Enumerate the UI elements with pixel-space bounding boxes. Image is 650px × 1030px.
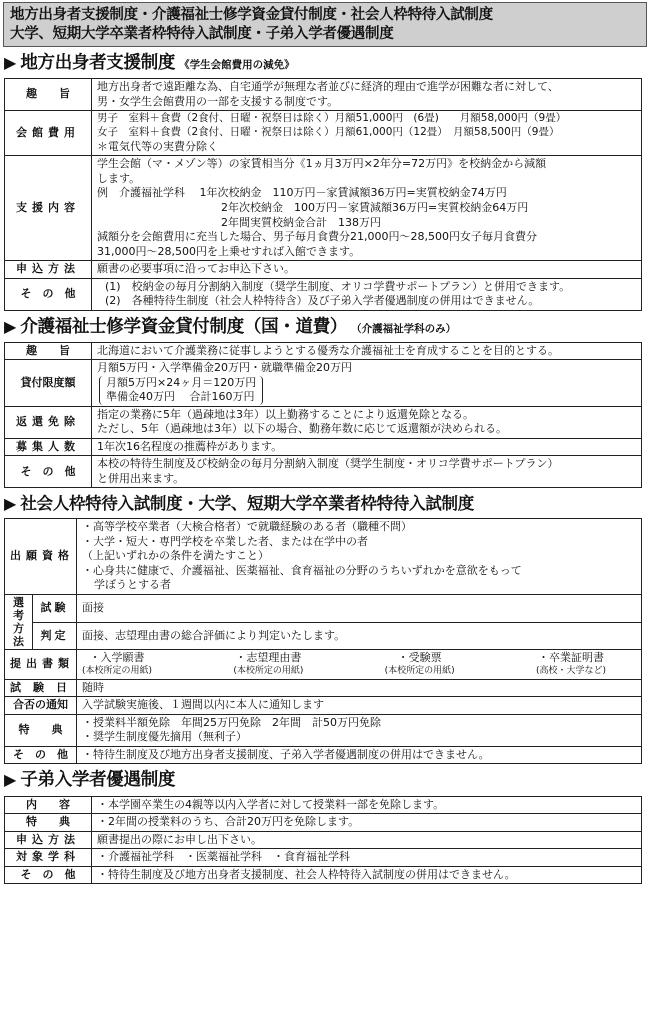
table-row bbox=[5, 79, 642, 111]
row-label: 出願資格 bbox=[5, 519, 77, 595]
text-line: 面接、志望理由書の総合評価により判定いたします。 bbox=[82, 628, 346, 642]
section-3-title: 社会人枠特待入試制度・大学、短期大学卒業者枠特待入試制度 bbox=[20, 494, 474, 514]
triangle-bullet-icon: ▶ bbox=[4, 316, 17, 336]
row-label: 提出書類 bbox=[5, 650, 77, 679]
table-row bbox=[5, 438, 642, 456]
text-line: 本校の特待生制度及び校納金の毎月分割納入制度（奨学生制度・オリコ学費サポートプラン） bbox=[97, 457, 559, 471]
row-value bbox=[77, 519, 642, 595]
text-line: 学生会館（マ・メゾン等）の家賃相当分《1ヵ月3万円×2年分=72万円》を校納金から減額 bbox=[97, 157, 547, 171]
table-row bbox=[5, 746, 642, 764]
row-value bbox=[92, 406, 642, 438]
text-line: ・心身共に健康で、介護福祉、医薬福祉、食育福祉の分野のうちいずれかを意欲をもって bbox=[82, 563, 522, 577]
row-value bbox=[77, 714, 642, 746]
table-row bbox=[5, 456, 642, 488]
table-row bbox=[5, 697, 642, 715]
row-label: そ の 他 bbox=[5, 746, 77, 764]
section-1-heading bbox=[4, 52, 646, 75]
text-line: ・大学・短大・専門学校を卒業した者、または在学中の者 bbox=[82, 534, 368, 548]
row-label: 対象学科 bbox=[5, 849, 92, 867]
text-line: ＊電気代等の実費分除く bbox=[97, 139, 218, 153]
row-value bbox=[92, 831, 642, 849]
banner-line-1: 地方出身者支援制度・介護福祉士修学資金貸付制度・社会人枠特待入試制度 bbox=[10, 7, 493, 23]
text-line: 月額5万円×24ヶ月＝120万円 bbox=[106, 375, 257, 389]
table-row bbox=[5, 849, 642, 867]
row-label: そ の 他 bbox=[5, 456, 92, 488]
text-line: 随時 bbox=[82, 680, 104, 694]
text-line: ・授業料半額免除 年間25万円免除 2年間 計50万円免除 bbox=[82, 715, 381, 729]
row-value bbox=[92, 111, 642, 156]
row-label: 申込方法 bbox=[5, 261, 92, 279]
text-line: ・特待生制度及び地方出身者支援制度、子弟入学者優遇制度の併用はできません。 bbox=[82, 747, 490, 761]
row-value bbox=[92, 438, 642, 456]
row-value bbox=[92, 156, 642, 261]
table-row bbox=[5, 714, 642, 746]
document-note: (本校所定の用紙) bbox=[233, 665, 304, 676]
text-line: 31,000円～28,500円を上乗せすれば入館できます。 bbox=[97, 244, 361, 258]
row-value bbox=[77, 622, 642, 650]
section-3-table bbox=[4, 518, 642, 764]
row-value bbox=[92, 342, 642, 360]
text-line: 願書の必要事項に沿ってお申込下さい。 bbox=[97, 262, 295, 276]
text-line: 入学試験実施後、１週間以内に本人に通知します bbox=[82, 698, 324, 712]
row-label: 貸付限度額 bbox=[5, 360, 92, 407]
text-line: ・本学園卒業生の4親等以内入学者に対して授業料一部を免除します。 bbox=[97, 797, 445, 811]
table-row bbox=[5, 622, 642, 650]
row-value bbox=[77, 650, 642, 679]
text-line: (2) 各種特待生制度（社会人枠特待含）及び子弟入学者優遇制度の併用はできません。 bbox=[105, 294, 540, 308]
row-label: 合否の通知 bbox=[5, 697, 77, 715]
text-line: 願書提出の際にお申し出下さい。 bbox=[97, 832, 262, 846]
table-row bbox=[5, 831, 642, 849]
table-row bbox=[5, 866, 642, 884]
text-line: ただし、5年（過疎地は3年）以下の場合、勤務年数に応じて返還額が決められる。 bbox=[97, 422, 507, 436]
row-label: 趣 旨 bbox=[5, 79, 92, 111]
selection-method-label: 選考方法 bbox=[5, 594, 33, 650]
section-4-title: 子弟入学者優遇制度 bbox=[20, 770, 176, 791]
document-item bbox=[385, 651, 455, 677]
row-value bbox=[92, 814, 642, 832]
section-3-heading bbox=[4, 493, 646, 515]
page-banner bbox=[3, 2, 647, 47]
section-2-title: 介護福祉士修学資金貸付制度（国・道費） bbox=[20, 316, 348, 337]
text-line: 女子 室料＋食費（2食付、日曜・祝祭日は除く）月額61,000円（12畳） 月額58,500円（9畳） bbox=[97, 126, 560, 139]
text-line: 2年間実質校納金合計 138万円 bbox=[221, 215, 381, 229]
row-label: そ の 他 bbox=[5, 866, 92, 884]
document-item bbox=[536, 651, 606, 677]
section-2-subtitle: （介護福祉学科のみ） bbox=[351, 322, 457, 335]
text-line: ・2年間の授業料のうち、合計20万円を免除します。 bbox=[97, 815, 360, 829]
text-line: 男子 室料＋食費（2食付、日曜・祝祭日は除く）月額51,000円 (6畳) 月額58,000円（9畳） bbox=[97, 112, 567, 125]
row-label: 特 典 bbox=[5, 814, 92, 832]
row-label: 支援内容 bbox=[5, 156, 92, 261]
row-value bbox=[92, 796, 642, 814]
text-line: 2年次校納金 100万円－家賃減額36万円=実質校納金64万円 bbox=[221, 201, 529, 214]
text-line: 準備金40万円 合計160万円 bbox=[106, 390, 255, 404]
table-row bbox=[5, 650, 642, 679]
row-label: 試験 bbox=[33, 594, 77, 622]
row-value bbox=[77, 594, 642, 622]
row-label: そ の 他 bbox=[5, 278, 92, 310]
document-name: ・志望理由書 bbox=[235, 651, 302, 665]
row-label: 判定 bbox=[33, 622, 77, 650]
row-label: 試験日 bbox=[5, 679, 77, 697]
row-label: 募集人数 bbox=[5, 438, 92, 456]
text-line: ・高等学校卒業者（大検合格者）で就職経験のある者（職種不問） bbox=[82, 520, 412, 534]
table-row bbox=[5, 360, 642, 407]
text-line: ・特待生制度及び地方出身者支援制度、社会人枠特待入試制度の併用はできません。 bbox=[97, 867, 516, 881]
documents-list bbox=[82, 651, 636, 677]
row-label: 会館費用 bbox=[5, 111, 92, 156]
table-row bbox=[5, 796, 642, 814]
triangle-bullet-icon: ▶ bbox=[4, 494, 17, 514]
row-value bbox=[92, 278, 642, 310]
text-line: 北海道において介護業務に従事しようとする優秀な介護福祉士を育成することを目的とする。 bbox=[97, 343, 559, 357]
document-note: (高校・大学など) bbox=[535, 665, 606, 676]
document-note: (本校所定の用紙) bbox=[384, 665, 455, 676]
table-row bbox=[5, 261, 642, 279]
bracket-group bbox=[99, 376, 263, 405]
text-line: ・介護福祉学科 ・医薬福祉学科 ・食育福祉学科 bbox=[97, 850, 350, 864]
table-row bbox=[5, 156, 642, 261]
row-label: 返還免除 bbox=[5, 406, 92, 438]
table-row bbox=[5, 406, 642, 438]
text-line: 面接 bbox=[82, 600, 104, 614]
table-row bbox=[5, 679, 642, 697]
row-value bbox=[92, 360, 642, 407]
text-line: 例 介護福祉学科 1年次校納金 110万円－家賃減額36万円=実質校納金74万円 bbox=[97, 186, 507, 200]
text-line: します。 bbox=[97, 171, 141, 185]
section-4-table bbox=[4, 796, 642, 885]
row-value bbox=[92, 849, 642, 867]
triangle-bullet-icon: ▶ bbox=[4, 53, 17, 73]
row-label: 特 典 bbox=[5, 714, 77, 746]
row-label: 内 容 bbox=[5, 796, 92, 814]
document-note: (本校所定の用紙) bbox=[82, 665, 153, 676]
text-line: 減額分を会館費用に充当した場合、男子毎月食費分21,000円～28,500円女子毎月食費分 bbox=[97, 230, 537, 244]
row-value bbox=[77, 697, 642, 715]
table-row bbox=[5, 111, 642, 156]
document-name: ・入学願書 bbox=[89, 651, 145, 665]
section-1-table bbox=[4, 78, 642, 310]
document-name: ・受験票 bbox=[397, 651, 442, 665]
table-row bbox=[5, 278, 642, 310]
text-line: 月額5万円・入学準備金20万円・就職準備金20万円 bbox=[97, 361, 352, 375]
banner-line-2: 大学、短期大学卒業者枠特待入試制度・子弟入学者優遇制度 bbox=[10, 25, 394, 42]
text-line: (1) 校納金の毎月分割納入制度（奨学生制度、オリコ学費サポートプラン）と併用できます。 bbox=[105, 279, 571, 293]
text-line: 地方出身者で遠距離な為、自宅通学が無理な者並びに経済的理由で進学が困難な者に対して、 bbox=[97, 80, 559, 94]
section-1-subtitle: 《学生会館費用の減免》 bbox=[179, 59, 295, 72]
section-2-heading bbox=[4, 316, 646, 339]
row-value bbox=[77, 746, 642, 764]
text-line: 1年次16名程度の推薦枠があります。 bbox=[97, 439, 283, 453]
row-value bbox=[92, 866, 642, 884]
row-value bbox=[77, 679, 642, 697]
document-item bbox=[233, 651, 303, 677]
text-line: 指定の業務に5年（過疎地は3年）以上勤務することにより返還免除となる。 bbox=[97, 407, 474, 421]
row-label: 申込方法 bbox=[5, 831, 92, 849]
triangle-bullet-icon: ▶ bbox=[4, 770, 17, 790]
row-value bbox=[92, 261, 642, 279]
table-row bbox=[5, 594, 642, 622]
text-line: と併用出来ます。 bbox=[97, 471, 185, 485]
section-4-heading bbox=[4, 769, 646, 792]
row-label: 趣 旨 bbox=[5, 342, 92, 360]
table-row bbox=[5, 519, 642, 595]
section-2-table bbox=[4, 342, 642, 489]
text-line: 学ぼうとする者 bbox=[94, 578, 171, 592]
text-line: （上記いずれかの条件を満たすこと） bbox=[82, 549, 269, 563]
table-row bbox=[5, 814, 642, 832]
text-line: ・奨学生制度優先摘用（無利子） bbox=[82, 730, 247, 744]
text-line: 男・女学生会館費用の一部を支援する制度です。 bbox=[97, 94, 339, 108]
section-1-title: 地方出身者支援制度 bbox=[20, 53, 176, 74]
document-item bbox=[82, 651, 152, 677]
row-value bbox=[92, 79, 642, 111]
row-value bbox=[92, 456, 642, 488]
document-name: ・卒業証明書 bbox=[537, 651, 604, 665]
table-row bbox=[5, 342, 642, 360]
